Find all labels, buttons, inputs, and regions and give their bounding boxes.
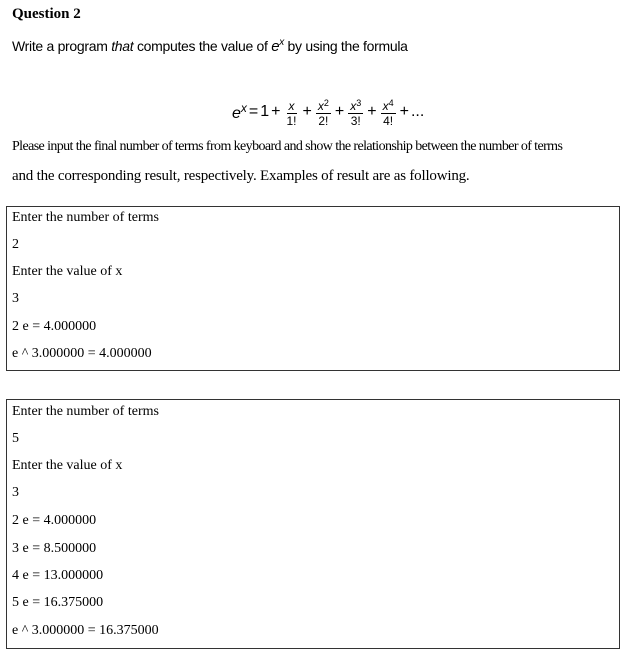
console-line: e ^ 3.000000 = 16.375000 (12, 623, 159, 638)
formula-term-2: $\frac{x^2}{2!}$ (317, 98, 329, 128)
console-line: 3 (12, 485, 19, 500)
exponential-formula (232, 90, 424, 134)
instruction-line-1: Please input the final number of terms from keyboard and show the relationship between the number of terms (12, 139, 563, 154)
console-line: 4 e = 13.000000 (12, 568, 104, 583)
formula-plus: + (271, 103, 281, 120)
instruction-line-2: and the corresponding result, respectively. Examples of result are as following. (12, 168, 470, 184)
formula-plus: + (302, 103, 312, 120)
console-line: Enter the value of x (12, 458, 123, 473)
question-title: Question 2 (12, 6, 81, 22)
formula-equals: = (248, 103, 259, 120)
intro-e-base: e (271, 38, 280, 55)
formula-ellipsis: ... (410, 103, 425, 120)
example-output-box-1 (6, 206, 620, 371)
formula-plus: + (399, 103, 409, 120)
example-output-box-2 (6, 399, 620, 649)
console-line: 3 e = 8.500000 (12, 541, 97, 556)
console-line: 2 e = 4.000000 (12, 513, 97, 528)
formula-plus: + (367, 103, 377, 120)
console-line: Enter the number of terms (12, 404, 159, 419)
intro-text-start: Write a program (12, 38, 112, 54)
console-line: 2 e = 4.000000 (12, 319, 97, 334)
intro-italic-word: that (111, 38, 134, 54)
console-line: 5 e = 16.375000 (12, 595, 104, 610)
console-line: Enter the value of x (12, 264, 123, 279)
formula-plus: + (334, 103, 345, 120)
console-line: 2 (12, 237, 19, 252)
intro-e-exponent: x (279, 37, 284, 48)
formula-lhs: $e^x$ (232, 101, 247, 122)
console-line: 3 (12, 291, 19, 306)
formula-term-4: $\frac{x^4}{4!}$ (382, 98, 394, 128)
intro-text-middle: computes the value of (133, 38, 272, 54)
console-line: Enter the number of terms (12, 210, 159, 225)
intro-sentence (12, 37, 408, 55)
formula-term-1: $\frac{x}{1!}$ (285, 96, 299, 128)
intro-text-end: by using the formula (283, 38, 408, 54)
console-line: e ^ 3.000000 = 4.000000 (12, 346, 152, 361)
console-line: 5 (12, 431, 19, 446)
formula-one: 1 (260, 103, 270, 120)
formula-term-3: $\frac{x^3}{3!}$ (350, 98, 362, 128)
